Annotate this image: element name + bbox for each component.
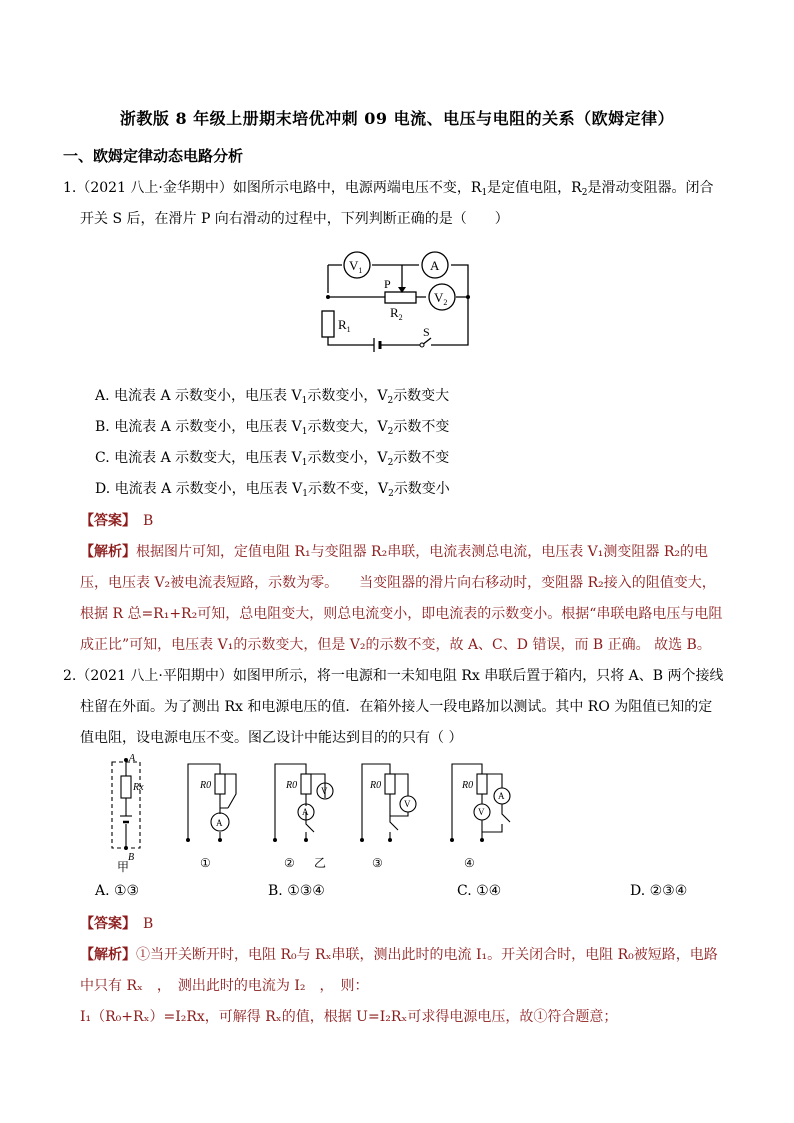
q2-stem-line2: 柱留在外面。为了测出 Rx 和电源电压的值．在箱外接人一段电路加以测试。其中 RO 为阻值已知的定: [80, 699, 713, 715]
figure-4-label: ④: [464, 856, 475, 870]
voltmeter-label-3: V: [404, 799, 411, 809]
figure-yi-label: 乙: [314, 856, 327, 870]
q1-answer: 【答案】 B: [80, 513, 154, 529]
q1-option-d: D. 电流表 A 示数变小，电压表 $V_1$示数不变，$V_2$示数变小: [95, 481, 450, 499]
q2-circuit-diagrams: [100, 752, 530, 874]
r0-label-1: R0: [200, 780, 212, 791]
q1-analysis-line1: 【解析】根据图片可知，定值电阻 R₁与变阻器 R₂串联，电流表测总电流，电压表 V₁测变阻器 R₂的电: [80, 544, 708, 560]
switch-s-label: S: [423, 325, 430, 339]
figure-jia-label: 甲: [117, 860, 130, 874]
figure-2-label: ②: [284, 856, 295, 870]
q1-stem-line2: 开关 S 后，在滑片 P 向右滑动的过程中，下列判断正确的是（ ）: [80, 211, 509, 227]
q2-analysis-line2: 中只有 Rₓ ， 测出此时的电流为 I₂ ， 则：: [80, 978, 369, 994]
figure-3-label: ③: [372, 856, 383, 870]
q1-option-b: B. 电流表 A 示数变小，电压表 $V_1$示数变大，$V_2$示数不变: [95, 419, 450, 437]
q1-analysis-line4: 成正比”可知，电压表 V₁的示数变大，但是 V₂的示数不变，故 A、C、D 错误，而 B 正确。 故选 B。: [80, 637, 711, 653]
terminal-a-label: A: [129, 753, 136, 764]
q2-stem-line1: 2.（2021 八上·平阳期中）如图甲所示，将一电源和一未知电阻 Rx 串联后置于箱内，只将 A、B 两个接线: [63, 668, 724, 684]
r0-label-2: R0: [286, 780, 298, 791]
figure-1-label: ①: [200, 856, 211, 870]
slider-p-label: P: [384, 277, 391, 291]
v1-symbol-label: $V_1$: [349, 258, 363, 275]
rx-label: Rx: [133, 782, 144, 793]
terminal-b-label: B: [128, 852, 135, 863]
ammeter-label-1: A: [216, 818, 223, 828]
v2-symbol-label: $V_2$: [434, 290, 448, 307]
q1-option-a: A. 电流表 A 示数变小，电压表 $V_1$示数变小，$V_2$示数变大: [95, 388, 450, 406]
r0-label-3: R0: [370, 780, 382, 791]
q2-option-a: A. ①③: [95, 883, 140, 899]
ammeter-symbol-label: A: [430, 258, 440, 273]
q2-analysis-line1: 【解析】①当开关断开时，电阻 R₀与 Rₓ串联，测出此时的电流 I₁。开关闭合时，电阻 R₀被短路，电路: [80, 947, 718, 963]
section-heading: 一、欧姆定律动态电路分析: [63, 147, 244, 165]
q2-option-d: D. ②③④: [630, 883, 688, 899]
q2-option-c: C. ①④: [457, 883, 502, 899]
q1-option-c: C. 电流表 A 示数变大，电压表 $V_1$示数变小，$V_2$示数不变: [95, 450, 450, 468]
r1-label: $R_1$: [338, 317, 351, 334]
q1-analysis-line2: 压，电压表 V₂被电流表短路，示数为零。 当变阻器的滑片向右移动时，变阻器 R₂接入的阻值变大，: [80, 575, 716, 591]
q2-option-b: B. ①③④: [268, 883, 325, 899]
page-title: 浙教版 8 年级上册期末培优冲刺 09 电流、电压与电阻的关系（欧姆定律）: [119, 109, 675, 128]
q1-stem-line1: 1.（2021 八上·金华期中）如图所示电路中，电源两端电压不变，$R_1$是定值电阻，$R_2$是滑动变阻器。闭合: [63, 180, 714, 198]
q2-stem-line3: 值电阻，设电源电压不变。图乙设计中能达到目的的只有（ ）: [80, 730, 463, 746]
q2-answer: 【答案】 B: [80, 916, 154, 932]
r0-label-4: R0: [462, 780, 474, 791]
ammeter-label-4: A: [498, 791, 505, 801]
voltmeter-label-4: V: [478, 807, 485, 817]
q1-analysis-line3: 根据 R 总=R₁+R₂可知，总电阻变大，则总电流变小，即电流表的示数变小。根据“串联电路电压与电阻: [80, 606, 723, 622]
ammeter-label-2: A: [302, 807, 309, 817]
q2-analysis-line3: I₁（R₀+Rₓ）=I₂Rx，可解得 Rₓ的值，根据 U=I₂Rₓ可求得电源电压，故①符合题意；: [80, 1009, 618, 1025]
q1-circuit-diagram: [318, 245, 480, 357]
r2-label: $R_2$: [390, 305, 403, 322]
voltmeter-label-2: V: [321, 786, 328, 796]
